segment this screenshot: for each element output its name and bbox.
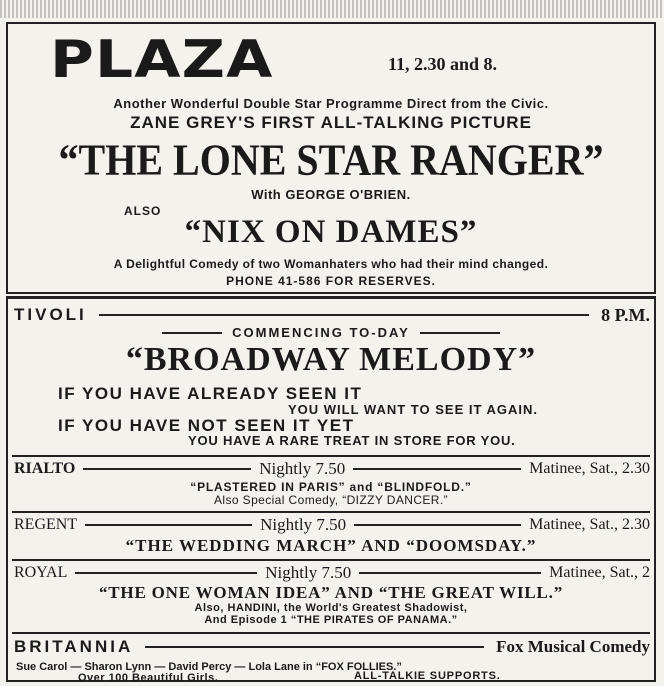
divider-regent [12, 511, 650, 513]
page-top-border [0, 0, 664, 18]
plaza-feature-2: “NIX ON DAMES” [184, 214, 478, 250]
rialto-leader-2 [353, 468, 521, 470]
rialto-matinee: Matinee, Sat., 2.30 [529, 460, 651, 477]
regent-matinee: Matinee, Sat., 2.30 [529, 516, 650, 533]
regent-header [14, 515, 650, 535]
royal-matinee: Matinee, Sat., 2 [549, 564, 651, 581]
britannia-extra: Over 100 Beautiful Girls. [78, 672, 219, 684]
royal-leader-2 [359, 572, 541, 574]
divider-britannia [12, 632, 650, 634]
royal-leader-1 [75, 572, 257, 574]
theatre-listings [6, 296, 656, 682]
regent-leader-2 [354, 524, 521, 526]
royal-extra-2: And Episode 1 “THE PIRATES OF PANAMA.” [204, 614, 458, 626]
tivoli-feature: “BROADWAY MELODY” [125, 341, 537, 378]
tivoli-commencing-row [8, 325, 654, 340]
tivoli-line-3: IF YOU HAVE NOT SEEN IT YET [58, 416, 355, 435]
plaza-feature-1: “THE LONE STAR RANGER” [58, 134, 604, 185]
britannia-cast: Sue Carol — Sharon Lynn — David Percy — Lola Lane in “FOX FOLLIES.” [16, 661, 402, 673]
tivoli-commencing: COMMENCING TO-DAY [232, 325, 410, 340]
britannia-header [14, 636, 650, 658]
plaza-times: 11, 2.30 and 8. [388, 54, 498, 74]
britannia-tagline: Fox Musical Comedy [496, 637, 650, 656]
plaza-subtitle: ZANE GREY'S FIRST ALL-TALKING PICTURE [130, 113, 532, 132]
commencing-left-rule [162, 332, 222, 334]
divider-rialto [12, 455, 650, 457]
tivoli-line-4: YOU HAVE A RARE TREAT IN STORE FOR YOU. [188, 433, 516, 448]
plaza-also: ALSO [124, 204, 162, 218]
rialto-header [14, 459, 650, 479]
rialto-films: “PLASTERED IN PARIS” and “BLINDFOLD.” [190, 480, 472, 494]
tivoli-leader-rule [99, 314, 589, 316]
plaza-advertisement [6, 22, 656, 294]
regent-leader-1 [85, 524, 252, 526]
plaza-with-cast: With GEORGE O'BRIEN. [251, 187, 411, 202]
britannia-supports: ALL-TALKIE SUPPORTS. [354, 670, 501, 682]
royal-extra-1: Also, HANDINI, the World's Greatest Shadowist, [194, 602, 468, 614]
regent-nightly: Nightly 7.50 [260, 515, 347, 534]
divider-royal [12, 559, 650, 561]
rialto-nightly: Nightly 7.50 [259, 459, 346, 478]
britannia-leader-rule [145, 646, 484, 648]
regent-films: “THE WEDDING MARCH” AND “DOOMSDAY.” [125, 536, 537, 555]
rialto-leader-1 [83, 468, 251, 470]
plaza-phone: PHONE 41-586 FOR RESERVES. [226, 274, 436, 288]
tivoli-time: 8 P.M. [601, 304, 650, 325]
royal-nightly: Nightly 7.50 [265, 563, 352, 582]
royal-header [14, 563, 650, 583]
rialto-extra: Also Special Comedy, “DIZZY DANCER.” [213, 493, 448, 507]
rialto-name: RIALTO [14, 460, 76, 477]
plaza-intro: Another Wonderful Double Star Programme Direct from the Civic. [113, 96, 549, 111]
regent-name: REGENT [14, 516, 78, 533]
britannia-name: BRITANNIA [14, 637, 134, 656]
tivoli-line-2: YOU WILL WANT TO SEE IT AGAIN. [288, 402, 539, 417]
commencing-right-rule [420, 332, 500, 334]
royal-name: ROYAL [14, 564, 68, 581]
royal-films: “THE ONE WOMAN IDEA” AND “THE GREAT WILL.” [98, 583, 564, 602]
tivoli-line-1: IF YOU HAVE ALREADY SEEN IT [58, 384, 363, 403]
tivoli-name: TIVOLI [14, 305, 87, 324]
plaza-description: A Delightful Comedy of two Womanhaters who had their mind changed. [113, 257, 549, 271]
plaza-logo: PLAZA [50, 30, 274, 90]
tivoli-header [14, 304, 650, 326]
